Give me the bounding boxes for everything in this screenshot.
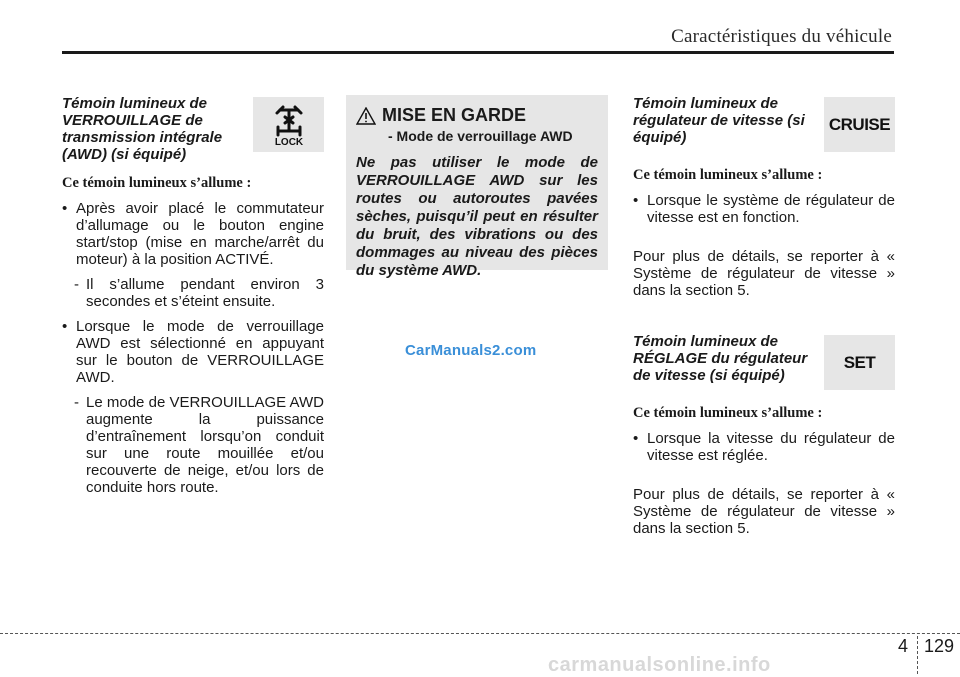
warning-triangle-icon bbox=[356, 107, 376, 125]
awd-lock-bullet-1: • Après avoir placé le commutateur d’allumage ou le bouton engine start/stop (mise en marche/arrêt du moteur) à la position ACTIVÉ. bbox=[62, 200, 324, 268]
cruise-header bbox=[633, 95, 895, 155]
awd-lock-icon-box bbox=[253, 97, 324, 152]
awd-lock-subitem-2: - Le mode de VERROUILLAGE AWD augmente la puissance d’entraînement lorsqu’on conduit sur une route mouillée et/ou recouverte de neige, et/ou lors de conduite hors route. bbox=[62, 394, 324, 496]
awd-lock-section bbox=[62, 95, 324, 504]
cruise-lead: Ce témoin lumineux s’allume : bbox=[633, 167, 823, 183]
set-header bbox=[633, 333, 895, 393]
cruise-section bbox=[633, 95, 895, 537]
awd-lock-bullet-2: • Lorsque le mode de verrouillage AWD est sélectionné en appuyant sur le bouton de VERROUILLAGE AWD. bbox=[62, 318, 324, 386]
warning-subtitle: - Mode de verrouillage AWD bbox=[388, 128, 573, 144]
cruise-bullet: • Lorsque le système de régulateur de vitesse est en fonction. bbox=[633, 192, 895, 226]
set-title: Témoin lumineux de RÉGLAGE du régulateur de vitesse (si équipé) bbox=[633, 333, 808, 384]
warning-box bbox=[346, 95, 608, 279]
page-header-title: Caractéristiques du véhicule bbox=[671, 26, 892, 47]
warning-section bbox=[346, 95, 608, 279]
footer-rule bbox=[0, 633, 960, 634]
awd-lock-icon bbox=[269, 103, 309, 147]
footer-separator bbox=[917, 636, 918, 674]
warning-title: MISE EN GARDE bbox=[382, 105, 527, 125]
set-icon-box bbox=[824, 335, 895, 390]
awd-lock-title: Témoin lumineux de VERROUILLAGE de transmission intégrale (AWD) (si équipé) bbox=[62, 95, 223, 163]
header-rule bbox=[62, 51, 894, 54]
awd-lock-lead: Ce témoin lumineux s’allume : bbox=[62, 175, 252, 191]
awd-lock-icon-label: LOCK bbox=[274, 136, 303, 147]
set-bullet: • Lorsque la vitesse du régulateur de vitesse est réglée. bbox=[633, 430, 895, 464]
page-chapter: 4 bbox=[898, 636, 909, 656]
set-paragraph: Pour plus de détails, se reporter à « Système de régulateur de vitesse » dans la section 5. bbox=[633, 486, 895, 537]
set-lead: Ce témoin lumineux s’allume : bbox=[633, 405, 823, 421]
watermark-link[interactable]: CarManuals2.com bbox=[405, 342, 537, 359]
awd-lock-subitem-1: - Il s’allume pendant environ 3 secondes et s’éteint ensuite. bbox=[62, 276, 324, 310]
set-indicator-icon: SET bbox=[843, 352, 876, 372]
cruise-title: Témoin lumineux de régulateur de vitesse (si équipé) bbox=[633, 95, 805, 146]
warning-body: Ne pas utiliser le mode de VERROUILLAGE AWD sur les routes ou autoroutes pavées sèches, puisqu’il peut en résulter du bruit, des vibrations ou des dommages au niveau des pièces du système AWD. bbox=[356, 154, 598, 279]
warning-header bbox=[356, 105, 598, 126]
awd-lock-header bbox=[62, 95, 324, 163]
cruise-icon-box bbox=[824, 97, 895, 152]
site-watermark: carmanualsonline.info bbox=[548, 654, 771, 676]
cruise-indicator-icon: CRUISE bbox=[828, 114, 891, 134]
cruise-paragraph: Pour plus de détails, se reporter à « Système de régulateur de vitesse » dans la section 5. bbox=[633, 248, 895, 299]
page-number: 129 bbox=[924, 636, 955, 656]
